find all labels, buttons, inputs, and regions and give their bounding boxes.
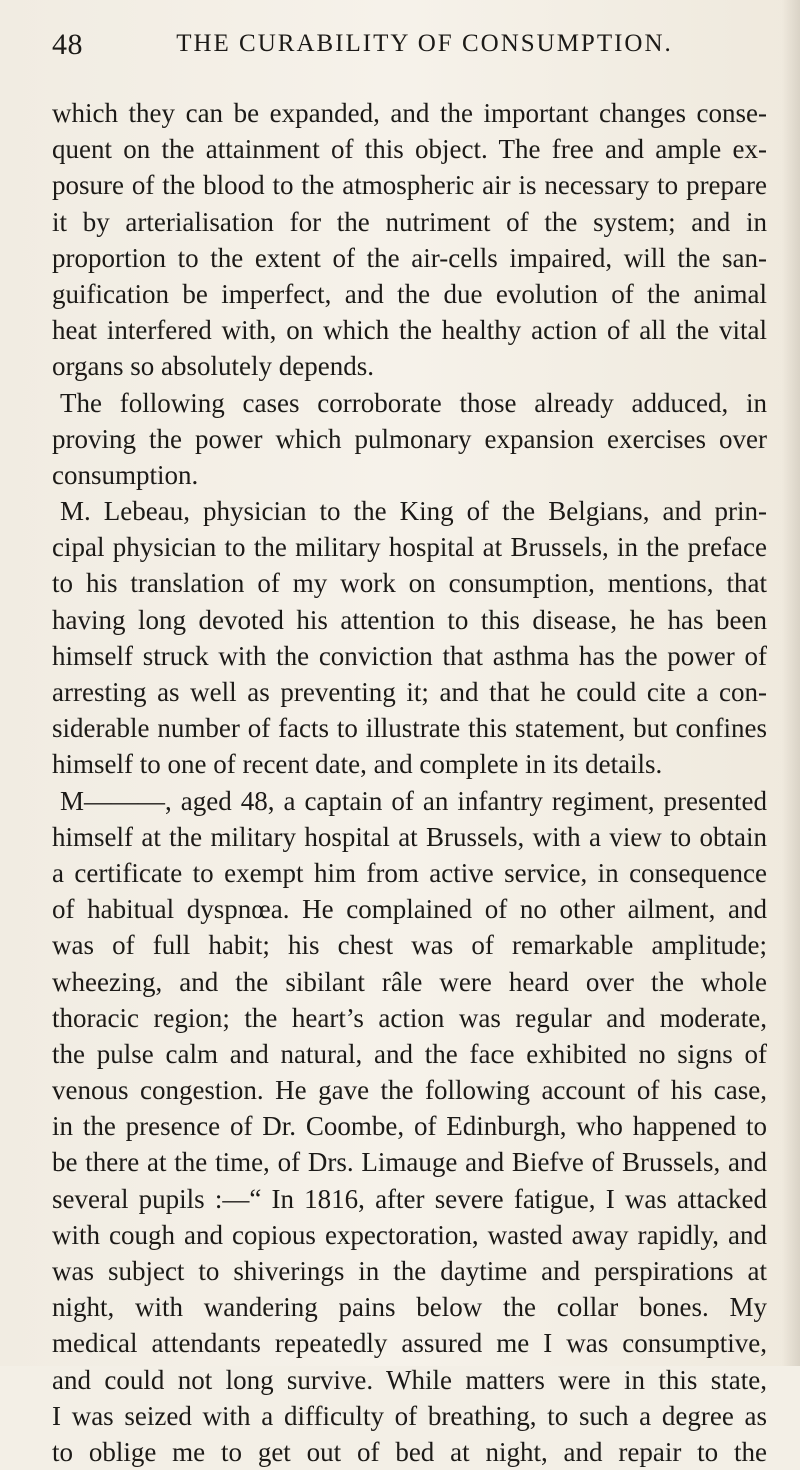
- text-line: it by arterialisation for the nutriment of the system; and in: [52, 206, 767, 237]
- text-line: medical attendants repeatedly assured me I was consumptive,: [52, 1328, 767, 1359]
- text-line: quent on the attainment of this object. The free and ample ex-: [52, 134, 767, 165]
- text-line: to oblige me to get out of bed at night, and repair to the: [52, 1436, 767, 1467]
- text-line: wheezing, and the sibilant râle were heard over the whole: [52, 966, 767, 997]
- text-line: the pulse calm and natural, and the face exhibited no signs of: [52, 1038, 767, 1069]
- text-line: M———, aged 48, a captain of an infantry regiment, presented: [60, 785, 767, 816]
- text-line: siderable number of facts to illustrate this statement, but confines: [52, 713, 767, 744]
- text-line: thoracic region; the heart’s action was regular and moderate,: [52, 1002, 767, 1033]
- text-line: night, with wandering pains below the collar bones. My: [52, 1292, 767, 1323]
- text-line: organs so absolutely depends.: [52, 351, 374, 382]
- text-line: a certificate to exempt him from active service, in consequence: [52, 857, 767, 888]
- page-number: 48: [52, 28, 83, 61]
- text-line: himself to one of recent date, and complete in its details.: [52, 749, 663, 780]
- text-line: venous congestion. He gave the following account of his case,: [52, 1075, 767, 1106]
- text-line: to his translation of my work on consumption, mentions, that: [52, 568, 767, 599]
- running-title: THE CURABILITY OF CONSUMPTION.: [176, 30, 673, 57]
- page-header: [52, 28, 767, 68]
- text-line: in the presence of Dr. Coombe, of Edinburgh, who happened to: [52, 1111, 767, 1142]
- text-line: of habitual dyspnœa. He complained of no other ailment, and: [52, 894, 767, 925]
- text-line: arresting as well as preventing it; and that he could cite a con-: [52, 677, 767, 707]
- page-edge-shadow: [782, 0, 800, 1366]
- text-line: posure of the blood to the atmospheric air is necessary to prepare: [52, 170, 767, 201]
- text-line: himself at the military hospital at Brussels, with a view to obtain: [52, 821, 767, 852]
- text-line: The following cases corroborate those already adduced, in: [60, 387, 767, 418]
- text-line: M. Lebeau, physician to the King of the Belgians, and prin-: [60, 496, 767, 527]
- text-line: was of full habit; his chest was of remarkable amplitude;: [52, 930, 767, 961]
- text-line: several pupils :—“ In 1816, after severe fatigue, I was attacked: [52, 1183, 767, 1214]
- text-line: cipal physician to the military hospital at Brussels, in the preface: [52, 532, 767, 563]
- text-line: which they can be expanded, and the important changes conse-: [52, 98, 767, 128]
- text-line: having long devoted his attention to this disease, he has been: [52, 604, 767, 635]
- text-line: was subject to shiverings in the daytime and perspirations at: [52, 1256, 767, 1286]
- text-line: with cough and copious expectoration, wasted away rapidly, and: [52, 1219, 767, 1250]
- text-line: proportion to the extent of the air-cells impaired, will the san-: [52, 242, 767, 273]
- text-line: guification be imperfect, and the due evolution of the animal: [52, 278, 767, 309]
- text-line: and could not long survive. While matters were in this state,: [52, 1364, 767, 1395]
- text-line: consumption.: [52, 459, 199, 490]
- text-line: proving the power which pulmonary expansion exercises over: [52, 423, 767, 454]
- text-line: I was seized with a difficulty of breathing, to such a degree as: [52, 1400, 767, 1431]
- text-line: heat interfered with, on which the healthy action of all the vital: [52, 315, 767, 346]
- body-text: [52, 95, 767, 1470]
- text-line: be there at the time, of Drs. Limauge and Biefve of Brussels, and: [52, 1147, 767, 1178]
- text-line: himself struck with the conviction that asthma has the power of: [52, 640, 767, 671]
